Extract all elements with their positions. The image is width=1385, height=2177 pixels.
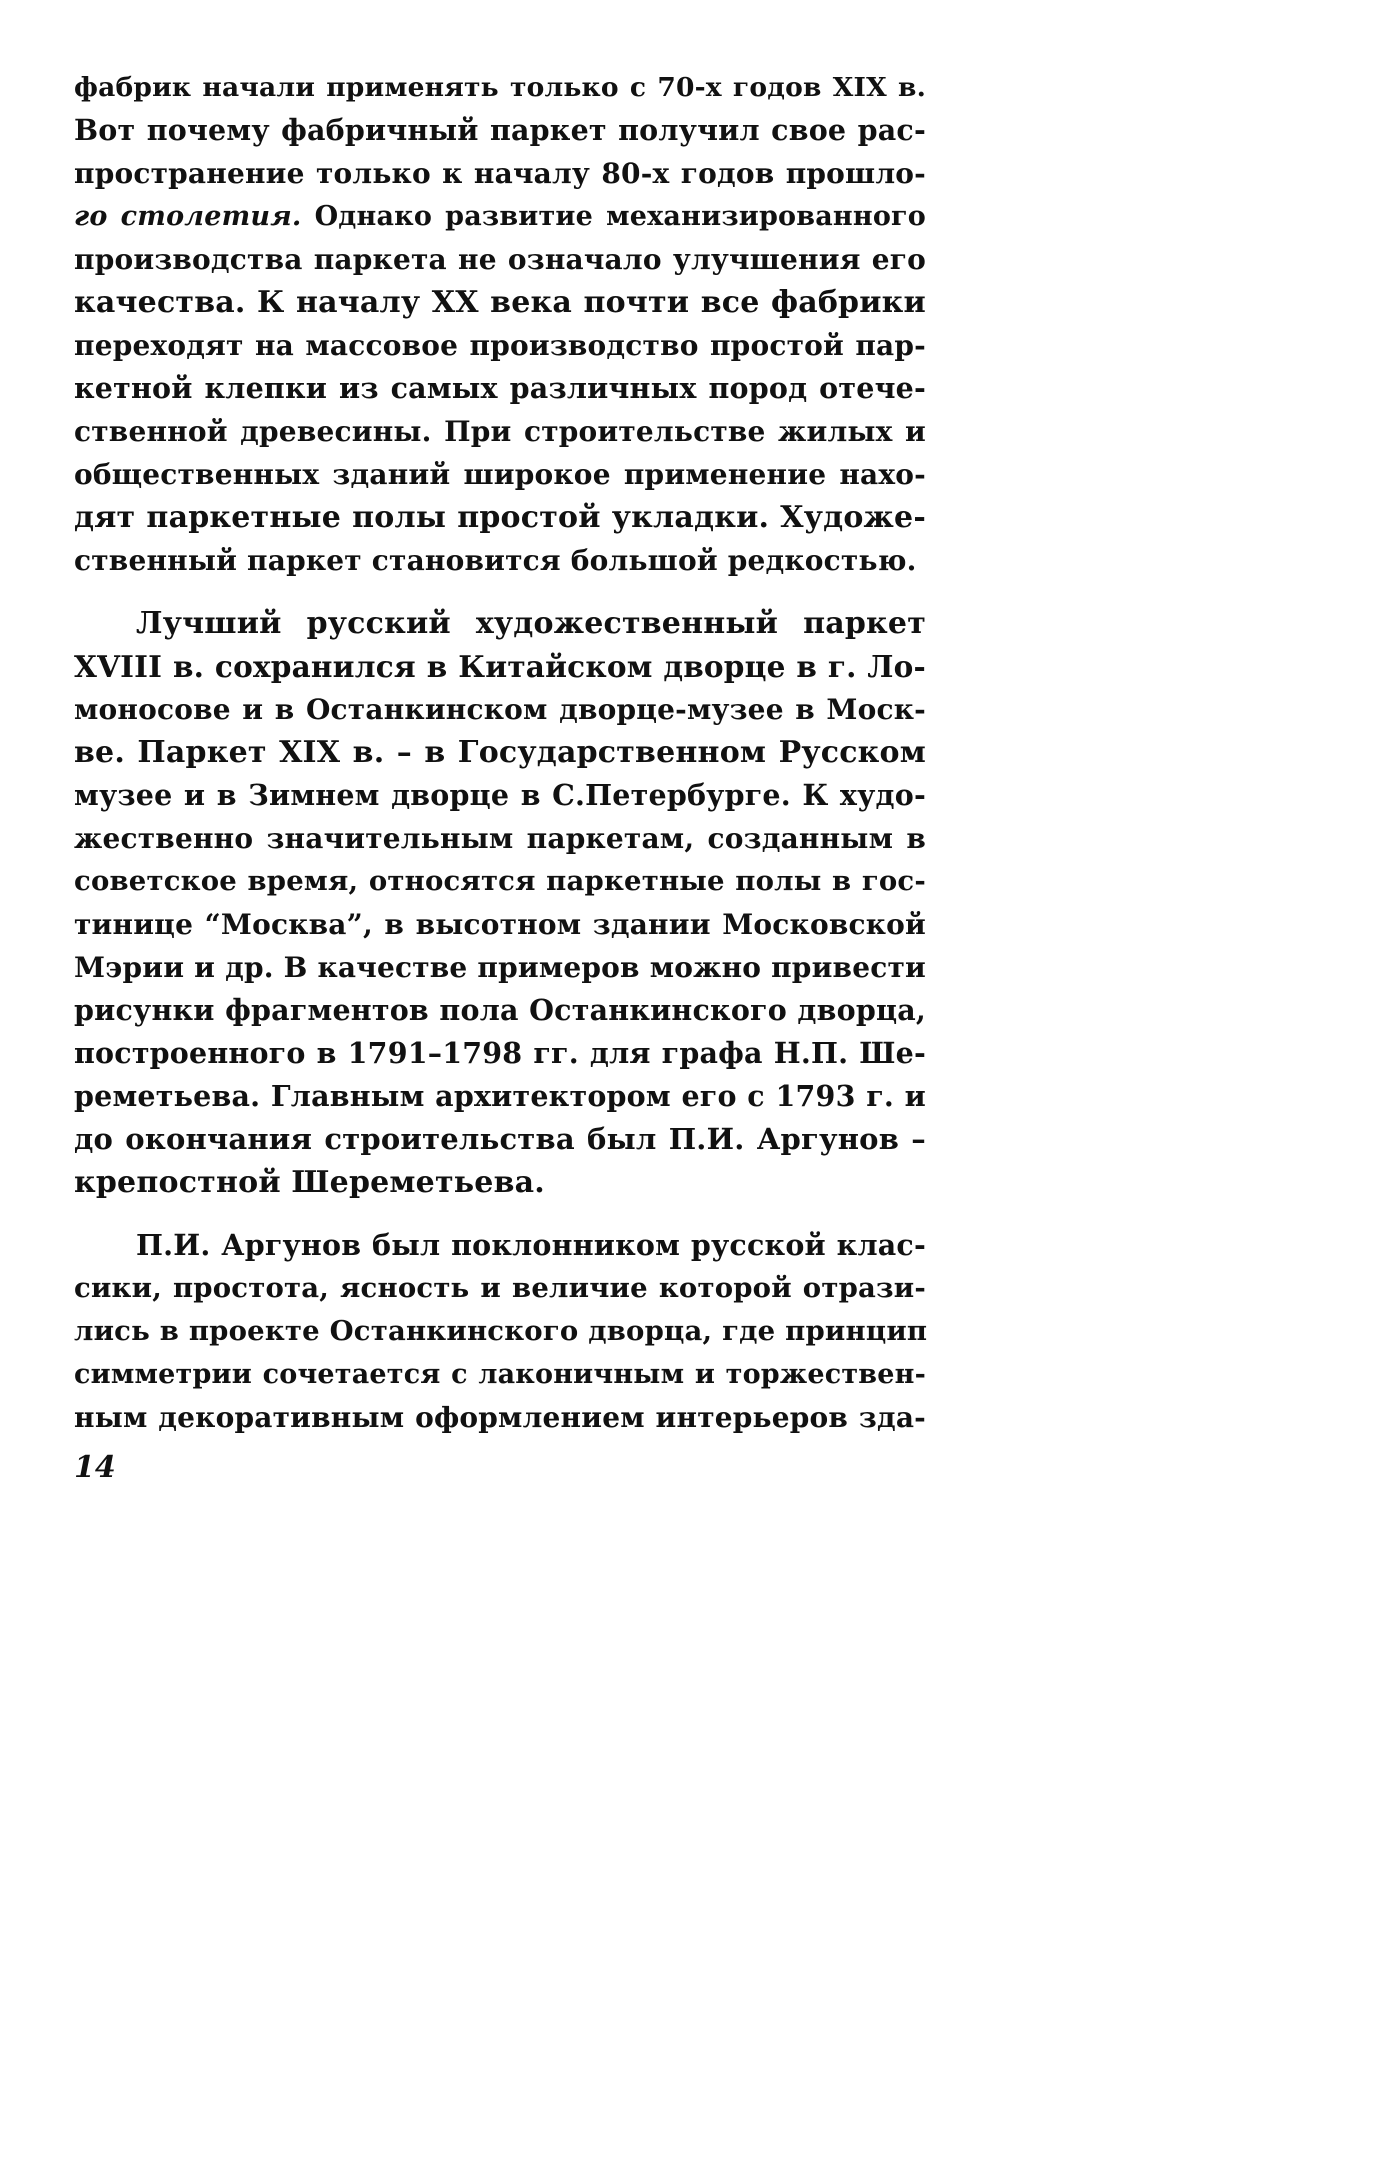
text-line: ве. Паркет XIX в. – в Государственном Русском xyxy=(74,735,926,770)
text-line: сики, простота, ясность и величие которой отрази- xyxy=(74,1272,926,1304)
text-line: симметрии сочетается с лаконичным и торжествен- xyxy=(74,1359,926,1390)
text-line: Лучший русский художественный паркет xyxy=(136,606,926,641)
text-line: ным декоративным оформлением интерьеров зда- xyxy=(74,1401,926,1434)
text-line: переходят на массовое производство простой пар- xyxy=(74,329,926,362)
text-line: моносове и в Останкинском дворце-музее в Моск- xyxy=(74,693,926,726)
text-line: рисунки фрагментов пола Останкинского дворца, xyxy=(74,993,926,1027)
text-line: Мэрии и др. В качестве примеров можно привести xyxy=(74,951,926,984)
text-line: фабрик начали применять только с 70-х годов XIX в. xyxy=(74,72,926,103)
body-text xyxy=(74,66,926,1439)
text-line: крепостной Шереметьева. xyxy=(74,1165,545,1200)
text-line: построенного в 1791–1798 гг. для графа Н.П. Ше- xyxy=(74,1036,926,1070)
text-line: П.И. Аргунов был поклонником русской клас- xyxy=(136,1228,926,1262)
text-line xyxy=(74,195,926,238)
text-line: до окончания строительства был П.И. Аргунов – xyxy=(74,1122,926,1156)
text-line: кетной клепки из самых различных пород отече- xyxy=(74,371,926,405)
paragraph-2 xyxy=(74,602,926,1204)
text-line: дят паркетные полы простой укладки. Художе- xyxy=(74,500,926,535)
italic-text: го столетия. xyxy=(74,201,302,232)
text-line: XVIII в. сохранился в Китайском дворце в г. Ло- xyxy=(74,649,926,684)
paragraph-1 xyxy=(74,66,926,582)
text-line: пространение только к началу 80-х годов прошло- xyxy=(74,157,926,190)
page-number: 14 xyxy=(74,1450,116,1485)
paragraph-gap xyxy=(74,1204,926,1224)
text-run: Однако развитие механизированного xyxy=(301,201,927,232)
text-line: качества. К началу XX века почти все фабрики xyxy=(74,285,926,320)
paragraph-gap xyxy=(74,582,926,602)
text-line: музее и в Зимнем дворце в С.Петербурге. К худо- xyxy=(74,778,926,812)
text-line: реметьева. Главным архитектором его с 1793 г. и xyxy=(74,1079,926,1113)
paragraph-3 xyxy=(74,1224,926,1439)
text-line: Вот почему фабричный паркет получил свое рас- xyxy=(74,113,926,147)
text-line: общественных зданий широкое применение нахо- xyxy=(74,458,926,491)
text-line: ственный паркет становится большой редкостью. xyxy=(74,544,917,577)
text-line: жественно значительным паркетам, созданным в xyxy=(74,822,926,855)
text-line: советское время, относятся паркетные полы в гос- xyxy=(74,865,926,897)
text-line: тинице “Москва”, в высотном здании Московской xyxy=(74,908,926,941)
text-line: ственной древесины. При строительстве жилых и xyxy=(74,415,926,448)
text-line: производства паркета не означало улучшения его xyxy=(74,243,926,276)
text-line: лись в проекте Останкинского дворца, где принцип xyxy=(74,1315,928,1347)
